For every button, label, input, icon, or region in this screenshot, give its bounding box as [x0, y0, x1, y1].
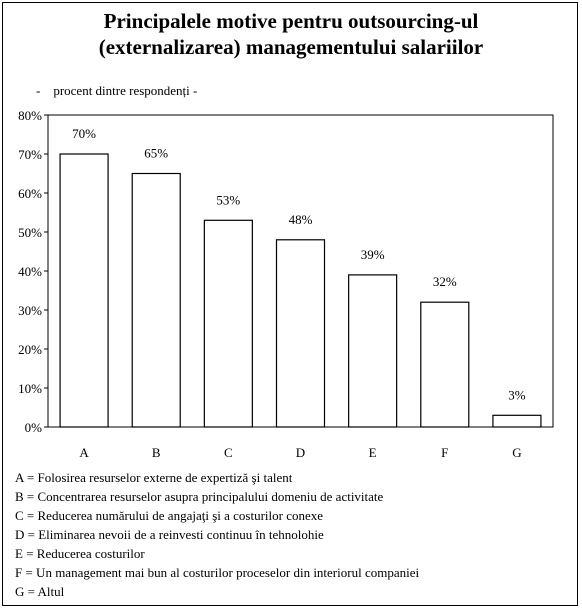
bar: [277, 240, 325, 427]
chart-subtitle: - procent dintre respondenți -: [36, 83, 198, 98]
y-tick-label: 20%: [18, 342, 42, 357]
data-label: 53%: [216, 192, 241, 208]
bar: [60, 154, 108, 427]
x-tick-label: C: [224, 445, 233, 460]
y-tick-label: 70%: [18, 147, 42, 162]
x-tick-label: A: [79, 445, 89, 460]
x-tick-label: G: [512, 445, 522, 460]
legend-item: A = Folosirea resurselor externe de expertiză şi talent: [15, 470, 293, 485]
y-tick-label: 40%: [18, 264, 42, 279]
data-label: 3%: [508, 387, 526, 403]
data-label: 70%: [72, 126, 96, 141]
x-tick-label: F: [441, 445, 449, 460]
legend-item: E = Reducerea costurilor: [15, 546, 145, 561]
y-tick-label: 30%: [18, 303, 42, 318]
x-tick-label: B: [151, 445, 161, 460]
bar: [204, 220, 252, 427]
y-tick-label: 60%: [18, 186, 42, 201]
bar: [421, 302, 469, 427]
x-tick-label: E: [368, 445, 377, 460]
x-tick-label: D: [295, 445, 306, 460]
y-tick-label: 50%: [18, 225, 42, 240]
title-line-1: Principalele motive pentru outsourcing-ul: [103, 9, 479, 33]
legend-item: F = Un management mai bun al costurilor proceselor din interiorul companiei: [15, 565, 420, 580]
y-tick-label: 80%: [18, 108, 42, 123]
title-line-2: (externalizarea) managementului salariilor: [98, 35, 484, 59]
data-label: 65%: [144, 145, 169, 161]
bar: [493, 415, 541, 427]
bar: [132, 174, 180, 428]
y-tick-label: 0%: [24, 420, 42, 435]
legend-item: G = Altul: [15, 584, 65, 599]
legend-item: B = Concentrarea resurselor asupra principalului domeniu de activitate: [15, 489, 384, 504]
bar: [349, 275, 397, 427]
data-label: 48%: [288, 211, 313, 227]
category-legend: [15, 468, 419, 601]
legend-item: C = Reducerea numărului de angajaţi şi a costurilor conexe: [15, 508, 324, 523]
data-label: 32%: [432, 274, 457, 290]
legend-item: D = Eliminarea nevoii de a reinvesti continuu în tehnolohie: [15, 527, 324, 542]
y-tick-label: 10%: [18, 381, 42, 396]
data-label: 39%: [360, 246, 385, 262]
